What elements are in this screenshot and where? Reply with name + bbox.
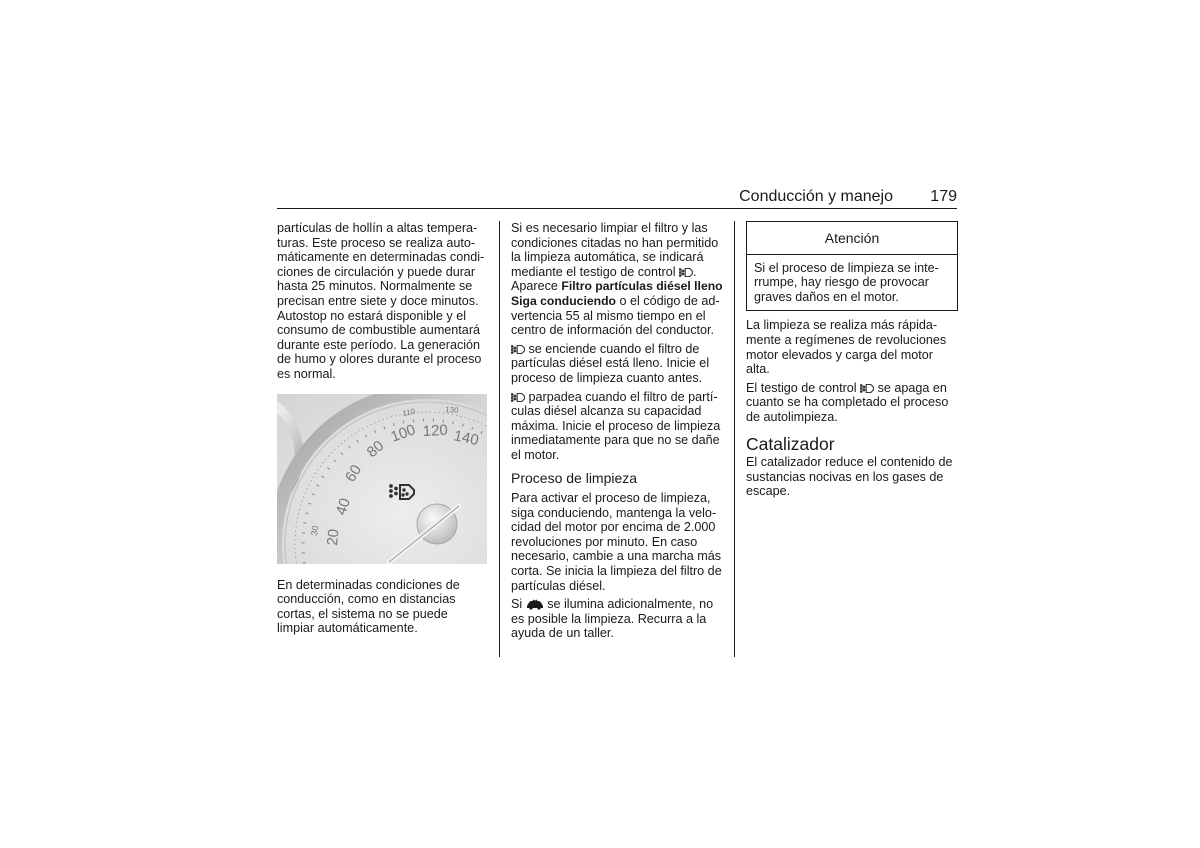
tick-label: 60 <box>341 461 366 485</box>
warning-message: Filtro partículas diésel lleno Siga conduciendo <box>511 279 723 308</box>
paragraph: En determinadas condiciones de conducción, como en distancias cortas, el sistema no se puede limpiar automáticamente. <box>277 577 460 636</box>
paragraph: Si se ilumina adicionalmente, no es posible la limpieza. Recurra a la ayuda de un taller. <box>511 597 714 641</box>
diesel-particle-filter-icon <box>511 344 525 355</box>
column-2 <box>511 221 723 645</box>
column-1 <box>277 221 487 640</box>
paragraph: El catalizador reduce el contenido de sustancias nocivas en los gases de escape. <box>746 455 953 499</box>
section-title: Catalizador <box>746 433 835 454</box>
tick-label: 120 <box>422 421 449 440</box>
car-service-icon <box>526 599 544 610</box>
speedometer-illustration <box>277 394 487 564</box>
tick-label: 140 <box>452 426 481 449</box>
paragraph: Para activar el proceso de limpieza, siga conduciendo, mantenga la velocidad del motor por encima de 2.000 revoluciones por minuto. En caso necesario, cambie a una marcha más corta. Se inicia la limpieza del filtro de partículas diésel. <box>511 491 722 593</box>
attention-text: Si el proceso de limpieza se interrumpe, hay riesgo de provocar graves daños en el motor. <box>754 260 939 304</box>
paragraph: se enciende cuando el filtro de partículas diésel está lleno. Inicie el proceso de limpieza cuanto antes. <box>511 341 710 385</box>
subheading: Proceso de limpieza <box>511 469 638 486</box>
tick-label: 110 <box>401 406 416 418</box>
page-header <box>277 188 957 208</box>
column-divider <box>499 221 500 657</box>
tick-label: 40 <box>332 495 354 517</box>
paragraph: parpadea cuando el filtro de partículas diésel alcanza su capacidad máxima. Inicie el proceso de limpieza inmediatamente para que no se dañe el motor. <box>511 389 721 462</box>
chapter-title: Conducción y manejo <box>739 188 893 205</box>
diesel-particle-filter-icon <box>860 383 874 394</box>
page-number: 179 <box>930 188 957 205</box>
attention-box <box>746 221 958 311</box>
header-rule <box>277 208 957 209</box>
paragraph: Si es necesario limpiar el filtro y las condiciones citadas no han permitido la limpieza automática, se indicará mediante el testigo de control . Aparece Filtro partículas diésel lleno Siga conduciendo o el código de advertencia 55 al mismo tiempo en el centro de información del conductor. <box>511 221 723 338</box>
column-divider <box>734 221 735 657</box>
tick-label: 20 <box>324 527 343 546</box>
diesel-particle-filter-icon <box>511 392 525 403</box>
attention-title: Atención <box>747 222 957 255</box>
tick-label: 100 <box>388 420 418 446</box>
paragraph: El testigo de control se apaga en cuanto se ha completado el proceso de autolimpieza. <box>746 380 949 424</box>
tick-label: 80 <box>363 436 388 461</box>
tick-label: 130 <box>444 404 459 415</box>
column-3 <box>746 221 958 503</box>
paragraph: La limpieza se realiza más rápidamente a regímenes de revoluciones motor elevados y carga del motor alta. <box>746 318 947 377</box>
diesel-particle-filter-icon <box>679 267 693 278</box>
paragraph: partículas de hollín a altas temperaturas. Este proceso se realiza automáticamente en determinadas condiciones de circulación y puede durar hasta 25 minutos. Normalmente se precisan entre siete y doce minutos. Autostop no estará disponible y el consumo de combustible aumentará durante este período. La generación de humo y olores durante el proceso es normal. <box>277 221 485 381</box>
tick-label: 30 <box>309 524 321 536</box>
